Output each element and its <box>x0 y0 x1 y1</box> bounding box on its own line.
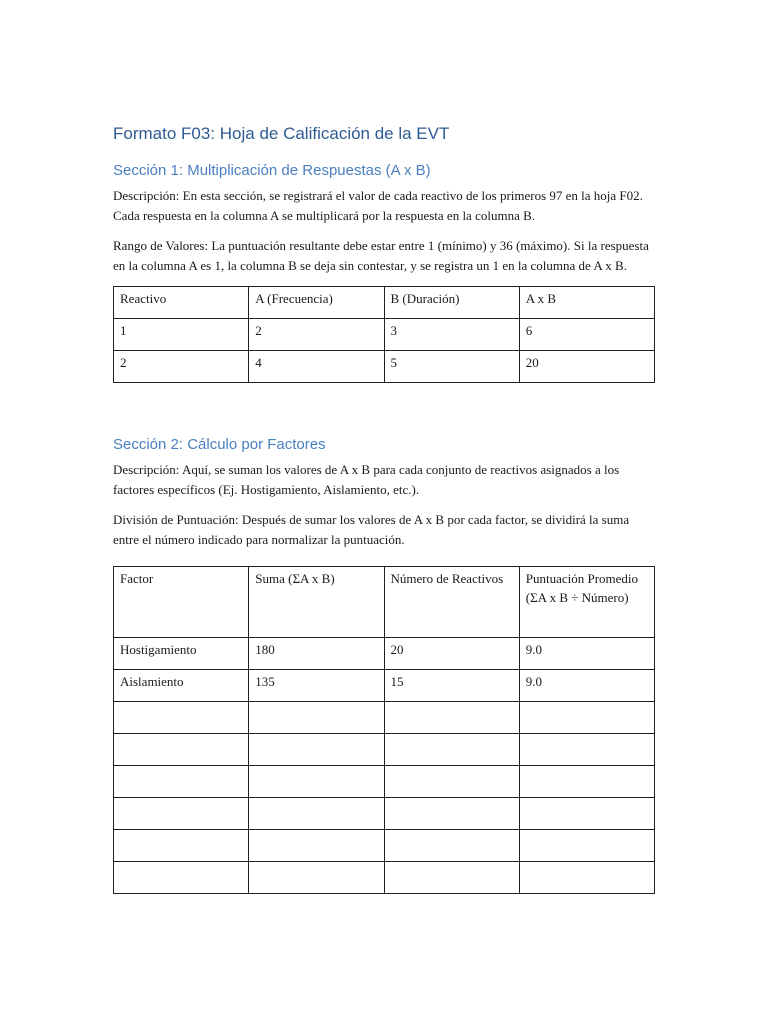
table-cell <box>249 798 384 830</box>
table-header-cell: A (Frecuencia) <box>249 287 384 319</box>
table-cell: 2 <box>249 319 384 351</box>
table-cell: 4 <box>249 351 384 383</box>
table-header-row <box>114 287 655 319</box>
section-1-description: Descripción: En esta sección, se registrará el valor de cada reactivo de los primeros 97 en la hoja F02. Cada respuesta en la columna A se multiplicará por la respuesta en la columna B. <box>113 188 643 223</box>
table-row <box>114 766 655 798</box>
table-row <box>114 638 655 670</box>
section-2 <box>113 434 658 894</box>
section-2-score-division: División de Puntuación: Después de sumar los valores de A x B por cada factor, se dividirá la suma entre el número indicado para normalizar la puntuación. <box>113 512 630 547</box>
table-cell: 9.0 <box>519 638 654 670</box>
table-row <box>114 830 655 862</box>
section-2-description: Descripción: Aquí, se suman los valores de A x B para cada conjunto de reactivos asignados a los factores específicos (Ej. Hostigamiento, Aislamiento, etc.). <box>113 462 620 497</box>
table-cell <box>384 798 519 830</box>
table-row <box>114 351 655 383</box>
table-cell <box>519 830 654 862</box>
table-cell <box>384 766 519 798</box>
table-cell: 2 <box>114 351 249 383</box>
table-header-cell: Número de Reactivos <box>384 567 519 638</box>
table-cell: 3 <box>384 319 519 351</box>
table-header-cell: Puntuación Promedio (ΣA x B ÷ Número) <box>519 567 654 638</box>
table-cell <box>384 702 519 734</box>
responses-table <box>113 286 655 383</box>
table-header-cell: A x B <box>519 287 654 319</box>
table-cell: 15 <box>384 670 519 702</box>
table-cell <box>114 734 249 766</box>
table-cell: Hostigamiento <box>114 638 249 670</box>
table-cell: 180 <box>249 638 384 670</box>
document-content <box>113 122 658 894</box>
table-cell <box>114 862 249 894</box>
table-cell <box>249 702 384 734</box>
table-row <box>114 862 655 894</box>
table-cell <box>114 766 249 798</box>
table-cell: Aislamiento <box>114 670 249 702</box>
table-row <box>114 702 655 734</box>
factors-table <box>113 566 655 894</box>
table-cell: 1 <box>114 319 249 351</box>
table-row <box>114 670 655 702</box>
table-header-cell: B (Duración) <box>384 287 519 319</box>
table-header-cell: Factor <box>114 567 249 638</box>
table-cell <box>114 798 249 830</box>
table-cell <box>384 734 519 766</box>
table-cell: 5 <box>384 351 519 383</box>
table-cell <box>114 702 249 734</box>
table-cell <box>249 830 384 862</box>
section-1-heading: Sección 1: Multiplicación de Respuestas (A x B) <box>113 162 431 179</box>
table-row <box>114 798 655 830</box>
table-cell <box>249 734 384 766</box>
table-cell: 20 <box>384 638 519 670</box>
table-row <box>114 319 655 351</box>
table-cell <box>249 862 384 894</box>
section-1 <box>113 160 658 383</box>
table-cell: 135 <box>249 670 384 702</box>
table-header-cell: Reactivo <box>114 287 249 319</box>
table-cell: 20 <box>519 351 654 383</box>
section-1-value-range: Rango de Valores: La puntuación resultante debe estar entre 1 (mínimo) y 36 (máximo). Si la respuesta en la columna A es 1, la columna B se deja sin contestar, y se registra un 1 en la columna de A x B. <box>113 238 649 273</box>
table-cell <box>519 798 654 830</box>
table-header-cell: Suma (ΣA x B) <box>249 567 384 638</box>
table-cell <box>519 734 654 766</box>
table-cell <box>519 766 654 798</box>
table-cell <box>249 766 384 798</box>
table-cell <box>519 862 654 894</box>
section-2-heading: Sección 2: Cálculo por Factores <box>113 436 326 453</box>
table-header-row <box>114 567 655 638</box>
table-cell <box>519 702 654 734</box>
table-row <box>114 734 655 766</box>
document-title: Formato F03: Hoja de Calificación de la EVT <box>113 124 450 143</box>
table-cell: 6 <box>519 319 654 351</box>
table-cell <box>384 830 519 862</box>
table-cell: 9.0 <box>519 670 654 702</box>
table-cell <box>114 830 249 862</box>
table-cell <box>384 862 519 894</box>
